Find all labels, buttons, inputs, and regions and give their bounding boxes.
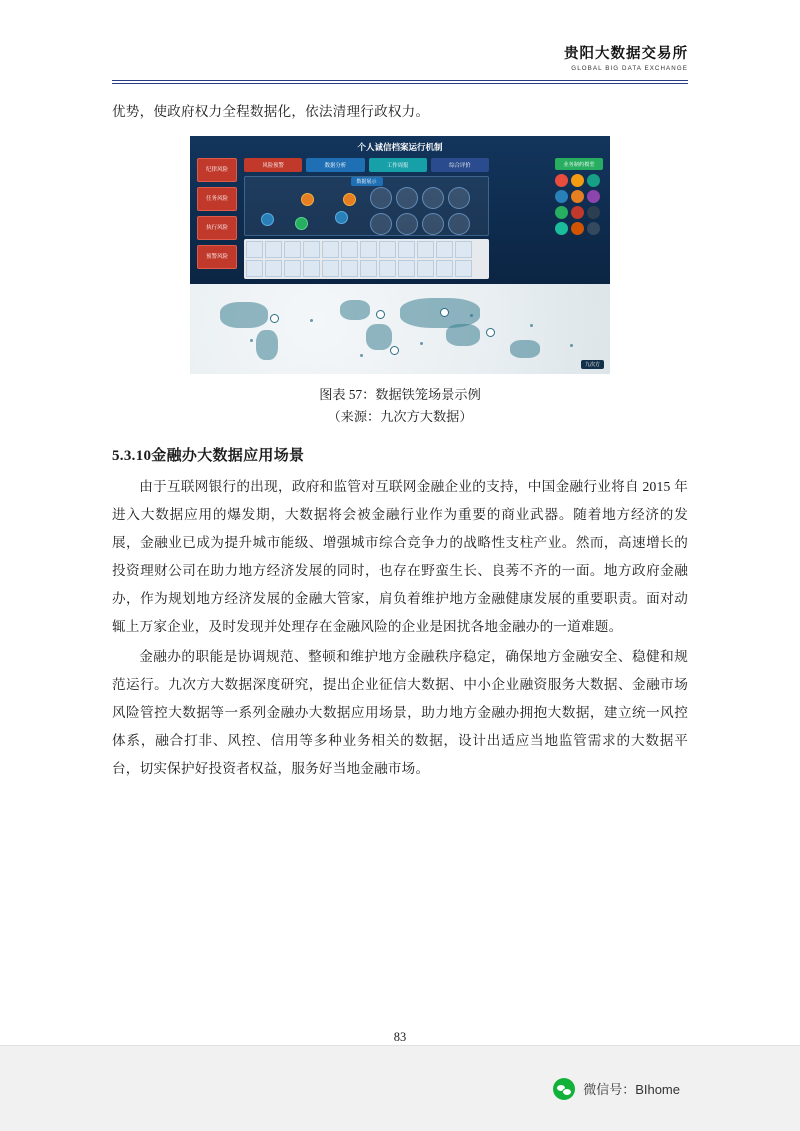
watermark-text: 微信号：BIhome <box>583 1082 680 1097</box>
data-grid-panel <box>244 239 489 279</box>
diagram-center-label: 数据展示 <box>350 177 382 186</box>
header-title-en: GLOBAL BIG DATA EXCHANGE <box>571 64 688 72</box>
section-heading: 5.3.10金融办大数据应用场景 <box>112 448 305 464</box>
map-watermark: 九次方 <box>581 360 604 369</box>
node-network <box>255 191 365 233</box>
figure-caption-line1: 图表 57：数据铁笼场景示例 <box>319 387 481 402</box>
risk-box: 预警风险 <box>197 245 237 269</box>
diagram-tab: 工作周报 <box>369 158 427 172</box>
figure-image <box>190 136 610 374</box>
risk-box: 任务风险 <box>197 187 237 211</box>
document-content <box>112 98 688 785</box>
diagram-tab: 综合评价 <box>431 158 489 172</box>
diagram-center-panel <box>244 176 489 236</box>
business-model-icons <box>555 174 603 235</box>
risk-box: 纪律风险 <box>197 158 237 182</box>
diagram-tab: 风险预警 <box>244 158 302 172</box>
header-title-cn: 贵阳大数据交易所 <box>564 46 688 62</box>
risk-box: 执行风险 <box>197 216 237 240</box>
figure-caption-line2: （来源：九次方大数据） <box>327 409 473 424</box>
business-model-column <box>555 158 603 235</box>
business-model-title: 业务制约模型 <box>555 158 603 170</box>
diagram-tab: 数据分析 <box>306 158 364 172</box>
paragraph-1: 由于互联网银行的出现，政府和监管对互联网金融企业的支持，中国金融行业将自 2015 年进入大数据应用的爆发期，大数据将会被金融行业作为重要的商业武器。随着地方经济的发展，金融业已成为提升城市能级、增强城市综合竞争力的战略性支柱产业。然而，高速增长的投资理财公司在助力地方经济发展的同时，也存在野蛮生长、良莠不齐的一面。地方政府金融办，作为规划地方经济发展的金融大管家，肩负着维护地方金融健康发展的重要职责。面对动辄上万家企业，及时发现并处理存在金融风险的企业是困扰各地金融办的一道难题。 <box>112 479 688 634</box>
wechat-icon <box>553 1078 575 1100</box>
icon-circle-row <box>370 187 480 235</box>
header-divider <box>112 80 688 84</box>
page-number: 83 <box>393 1030 407 1044</box>
diagram-tab-row <box>244 158 489 172</box>
risk-box-column <box>197 158 237 274</box>
document-header <box>564 46 688 72</box>
figure-57 <box>190 136 610 428</box>
diagram-title: 个人诚信档案运行机制 <box>357 142 443 152</box>
world-map-visualization <box>190 284 610 374</box>
diagram-upper <box>190 136 610 286</box>
footer-watermark-bar <box>0 1045 800 1131</box>
paragraph-top: 优势，使政府权力全程数据化，依法清理行政权力。 <box>112 104 430 119</box>
paragraph-2: 金融办的职能是协调规范、整顿和维护地方金融秩序稳定，确保地方金融安全、稳健和规范运行。九次方大数据深度研究，提出企业征信大数据、中小企业融资服务大数据、金融市场风险管控大数据等一系列金融办大数据应用场景，助力地方金融办拥抱大数据，建立统一风控体系，融合打非、风控、信用等多种业务相关的数据，设计出适应当地监管需求的大数据平台，切实保护好投资者权益，服务好当地金融市场。 <box>112 649 688 776</box>
